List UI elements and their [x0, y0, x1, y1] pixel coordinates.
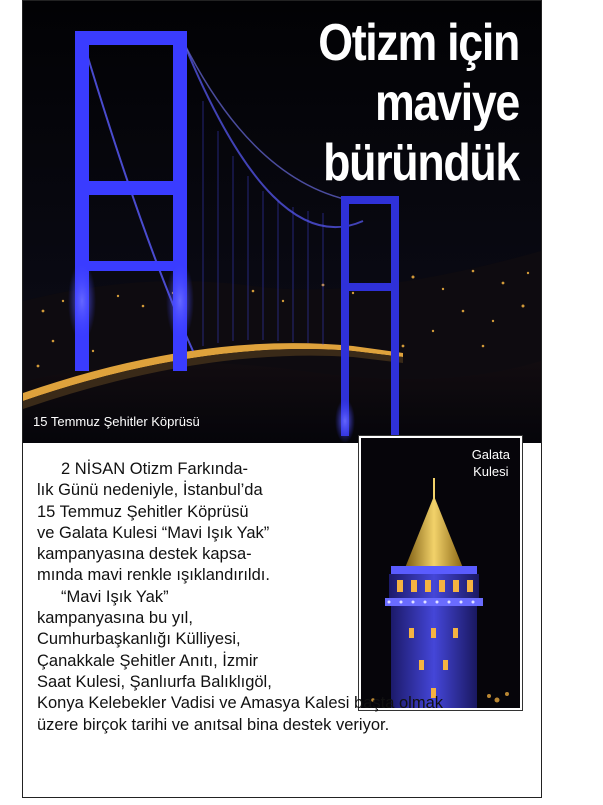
headline-line-2: maviye [375, 74, 519, 132]
article-line: Konya Kelebekler Vadisi ve Amasya Kalesi başta olmak [37, 694, 443, 713]
headline [261, 13, 519, 193]
article-line: 15 Temmuz Şehitler Köprüsü [37, 502, 249, 521]
article-line: üzere birçok tarihi ve anıtsal bina destek veriyor. [37, 715, 390, 734]
article-line: 2 NİSAN Otizm Farkında- [61, 460, 249, 478]
article-line: Cumhurbaşkanlığı Külliyesi, [37, 630, 241, 649]
galata-caption-line-1: Galata [471, 447, 510, 462]
article-line: Saat Kulesi, Şanlıurfa Balıklıgöl, [37, 672, 272, 691]
article-body [37, 459, 533, 736]
headline-line-1: Otizm için [318, 14, 519, 72]
article-line: Çanakkale Şehitler Anıtı, İzmir [37, 651, 259, 670]
article-line: ve Galata Kulesi “Mavi Işık Yak” [37, 523, 270, 542]
article-line: lık Günü nedeniyle, İstanbul’da [37, 481, 263, 500]
article-line: “Mavi Işık Yak” [61, 587, 169, 606]
headline-line-3: büründük [323, 134, 519, 192]
news-article [22, 0, 542, 798]
bridge-night-photo [23, 1, 541, 443]
galata-caption-line-2: Kulesi [473, 464, 509, 479]
article-line: kampanyasına bu yıl, [37, 609, 193, 628]
article-line: mında mavi renkle ışıklandırıldı. [37, 566, 270, 585]
bridge-photo-caption: 15 Temmuz Şehitler Köprüsü [33, 414, 200, 429]
article-line: kampanyasına destek kapsa- [37, 545, 252, 564]
